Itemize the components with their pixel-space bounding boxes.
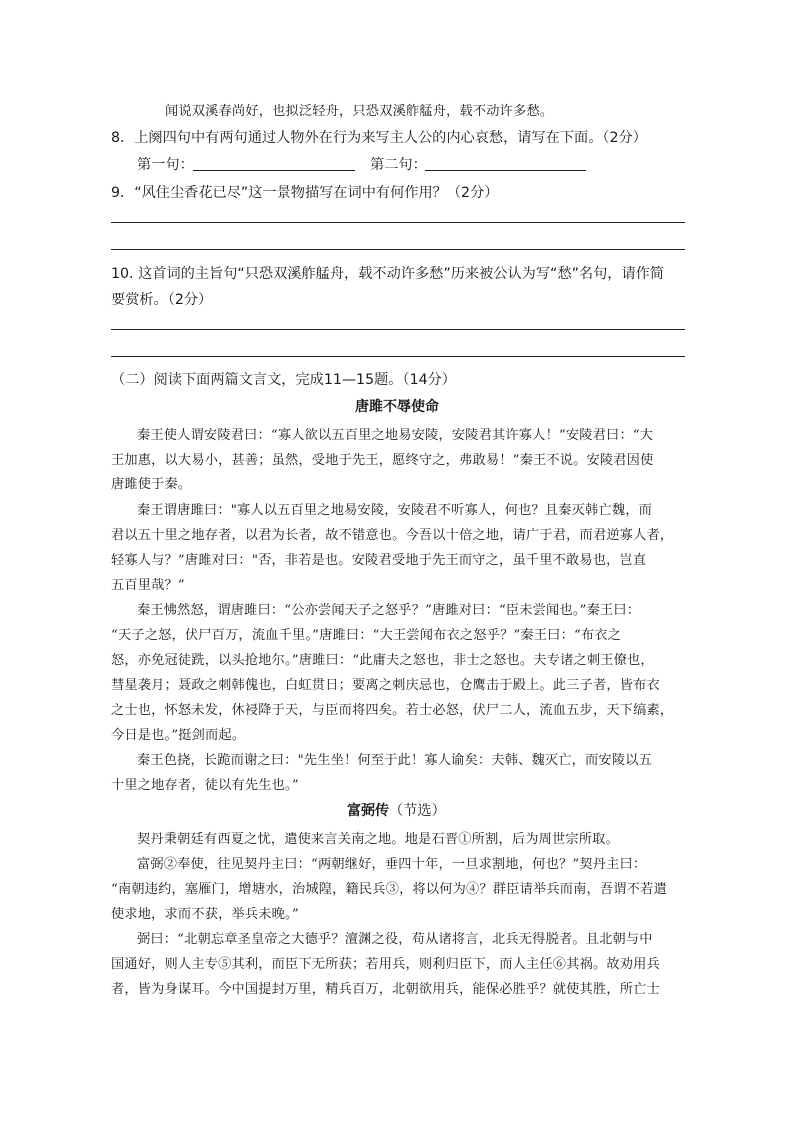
- text1-line: 五百里哉？”: [111, 578, 185, 593]
- section-2-heading: （二）阅读下面两篇文言文，完成11—15题。（14分）: [111, 372, 456, 388]
- q8-second-answer-line[interactable]: [425, 170, 586, 171]
- question-10-line-1: 10. 这首词的主旨句“只恐双溪舴艋舟，载不动许多愁”历来被公认为写“愁”名句，请作简: [111, 266, 665, 282]
- text1-line: 王加惠，以大易小，甚善；虽然，受地于先王，愿终守之，弗敢易！”秦王不说。安陵君因使: [111, 453, 654, 468]
- text1-line: “天子之怒，伏尸百万，流血千里。”唐雎曰：“大王尝闻布衣之怒乎？”秦王曰：“布衣之: [111, 628, 622, 643]
- text2-line: 使求地，求而不获，举兵未晚。”: [111, 907, 299, 922]
- q8-first-label: 第一句：: [137, 157, 194, 173]
- text1-line: 君以五十里之地存者，以君为长者，故不错意也。今吾以十倍之地，请广于君，而君逆寡人者，: [111, 528, 674, 543]
- text2-line: 弼曰：“北朝忘章圣皇帝之大德乎？澶渊之役，苟从诸将言，北兵无得脱者。且北朝与中: [137, 932, 653, 947]
- text2-line: “南朝违约，塞雁门，增塘水，治城隍，籍民兵③，将以何为④？群臣请举兵而南，吾谓不若遣: [111, 882, 667, 897]
- text2-line: 者，皆为身谋耳。今中国提封万里，精兵百万，北朝欲用兵，能保必胜乎？就使其胜，所亡士: [111, 982, 660, 997]
- q9-answer-line-1[interactable]: [111, 222, 685, 223]
- q8-second-label: 第二句：: [370, 157, 427, 173]
- text1-title: 唐雎不辱使命: [355, 399, 439, 415]
- q8-first-answer-line[interactable]: [193, 170, 355, 171]
- text2-title: 富弼传: [347, 803, 389, 819]
- text2-line: 富弼②奉使，往见契丹主曰：“两朝继好，垂四十年，一旦求割地，何也？”契丹主曰：: [137, 857, 647, 872]
- text1-line: 轻寡人与？”唐雎对曰："否，非若是也。安陵君受地于先王而守之，虽千里不敢易也，岂直: [111, 553, 647, 568]
- poem-closing-line: 闻说双溪春尚好，也拟泛轻舟，只恐双溪舴艋舟，载不动许多愁。: [165, 104, 554, 119]
- question-10-line-2: 要赏析。（2分）: [111, 292, 213, 308]
- text1-line: 秦王使人谓安陵君曰：“寡人欲以五百里之地易安陵，安陵君其许寡人！”安陵君曰：“大: [137, 428, 654, 443]
- text2-title-block: [347, 800, 446, 820]
- text2-line: 契丹秉朝廷有西夏之忧，遣使来言关南之地。地是石晋①所割，后为周世宗所取。: [137, 832, 619, 847]
- question-8: 8．上阕四句中有两句通过人物外在行为来写主人公的内心哀愁，请写在下面。（2分）: [111, 130, 647, 146]
- q10-answer-line-1[interactable]: [111, 329, 685, 330]
- text2-title-note: （节选）: [389, 803, 446, 819]
- text1-line: 今日是也。”挺剑而起。: [111, 728, 246, 743]
- question-9: 9．“风住尘香花已尽”这一景物描写在词中有何作用？（2分）: [111, 185, 499, 201]
- text2-line: 国通好，则人主专⑤其利，而臣下无所获；若用兵，则利归臣下，而人主任⑥其祸。故劝用兵: [111, 957, 660, 972]
- text1-line: 彗星袭月；聂政之刺韩傀也，白虹贯日；要离之刺庆忌也，仓鹰击于殿上。此三子者，皆布衣: [111, 678, 660, 693]
- text1-line: 秦王色挠，长跪而谢之曰："先生坐！何至于此！寡人谕矣：夫韩、魏灭亡，而安陵以五: [137, 753, 652, 768]
- text1-line: 唐雎使于秦。: [111, 477, 192, 492]
- text1-line: 之士也，怀怒未发，休祲降于天，与臣而将四矣。若士必怒，伏尸二人，流血五步，天下缟素，: [111, 703, 674, 718]
- text1-line: 秦王怫然怒，谓唐雎曰：“公亦尝闻天子之怒乎？”唐雎对曰：“臣未尝闻也。”秦王曰：: [137, 603, 641, 618]
- text1-line: 十里之地存者，徒以有先生也。”: [111, 778, 299, 793]
- text1-line: 秦王谓唐雎曰："寡人以五百里之地易安陵，安陵君不听寡人，何也？且秦灭韩亡魏，而: [137, 503, 652, 518]
- q10-answer-line-2[interactable]: [111, 356, 685, 357]
- q9-answer-line-2[interactable]: [111, 249, 685, 250]
- text1-line: 怒，亦免冠徒跣，以头抢地尔。”唐雎曰：“此庸夫之怒也，非士之怒也。夫专诸之刺王僚也，: [111, 653, 654, 668]
